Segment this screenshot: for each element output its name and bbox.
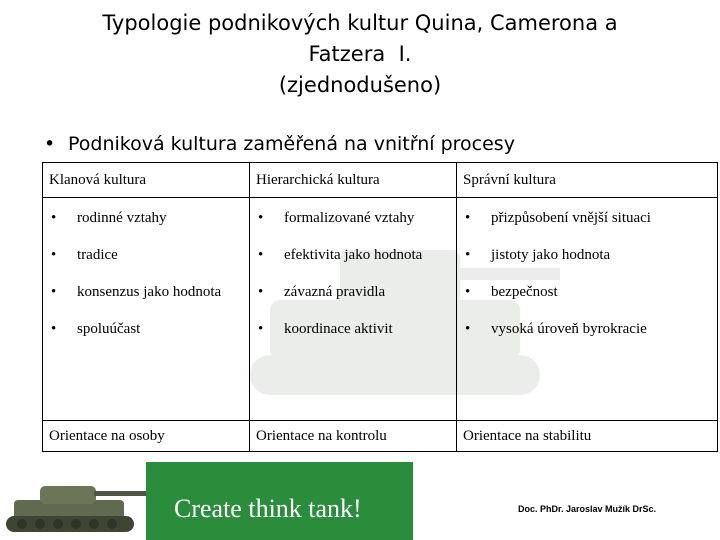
slogan-text: Create think tank! [174, 494, 362, 523]
list-item: • závazná pravidla [256, 274, 450, 311]
list-item: • tradice [49, 237, 243, 274]
main-bullet [44, 131, 515, 157]
slogan-banner [146, 462, 413, 540]
tank-image [0, 462, 146, 540]
list-item: • jistoty jako hodnota [463, 237, 711, 274]
table-footer-cell: Orientace na kontrolu [250, 421, 457, 452]
list-item: • spoluúčast [49, 311, 243, 348]
table-cell-clan [43, 198, 250, 421]
table-cell-hierarchy [250, 198, 457, 421]
slide-title [40, 8, 680, 101]
bullet-text: Podniková kultura zaměřená na vnitřní procesy [68, 133, 515, 155]
table-footer-row [43, 421, 718, 452]
table-header-cell: Klanová kultura [43, 163, 250, 198]
title-line-1: Typologie podnikových kultur Quina, Camerona a [102, 11, 618, 35]
list-item: • rodinné vztahy [49, 200, 243, 237]
title-line-3: (zjednodušeno) [278, 73, 442, 97]
bullet-icon: • [44, 133, 56, 155]
list-item: • konsenzus jako hodnota [49, 274, 243, 311]
list-item: • formalizované vztahy [256, 200, 450, 237]
table-row [43, 198, 718, 421]
list-item: • efektivita jako hodnota [256, 237, 450, 274]
table-footer-cell: Orientace na stabilitu [457, 421, 718, 452]
table-header-row [43, 163, 718, 198]
list-item: • přizpůsobení vnější situaci [463, 200, 711, 237]
table-header-cell: Hierarchická kultura [250, 163, 457, 198]
list-item: • koordinace aktivit [256, 311, 450, 348]
title-line-2: Fatzera I. [308, 42, 412, 66]
culture-table [42, 162, 718, 452]
table-footer-cell: Orientace na osoby [43, 421, 250, 452]
list-item: • bezpečnost [463, 274, 711, 311]
table-header-cell: Správní kultura [457, 163, 718, 198]
list-item: • vysoká úroveň byrokracie [463, 311, 711, 348]
author-credit: Doc. PhDr. Jaroslav Mužík DrSc. [518, 504, 657, 514]
table-cell-administrative [457, 198, 718, 421]
